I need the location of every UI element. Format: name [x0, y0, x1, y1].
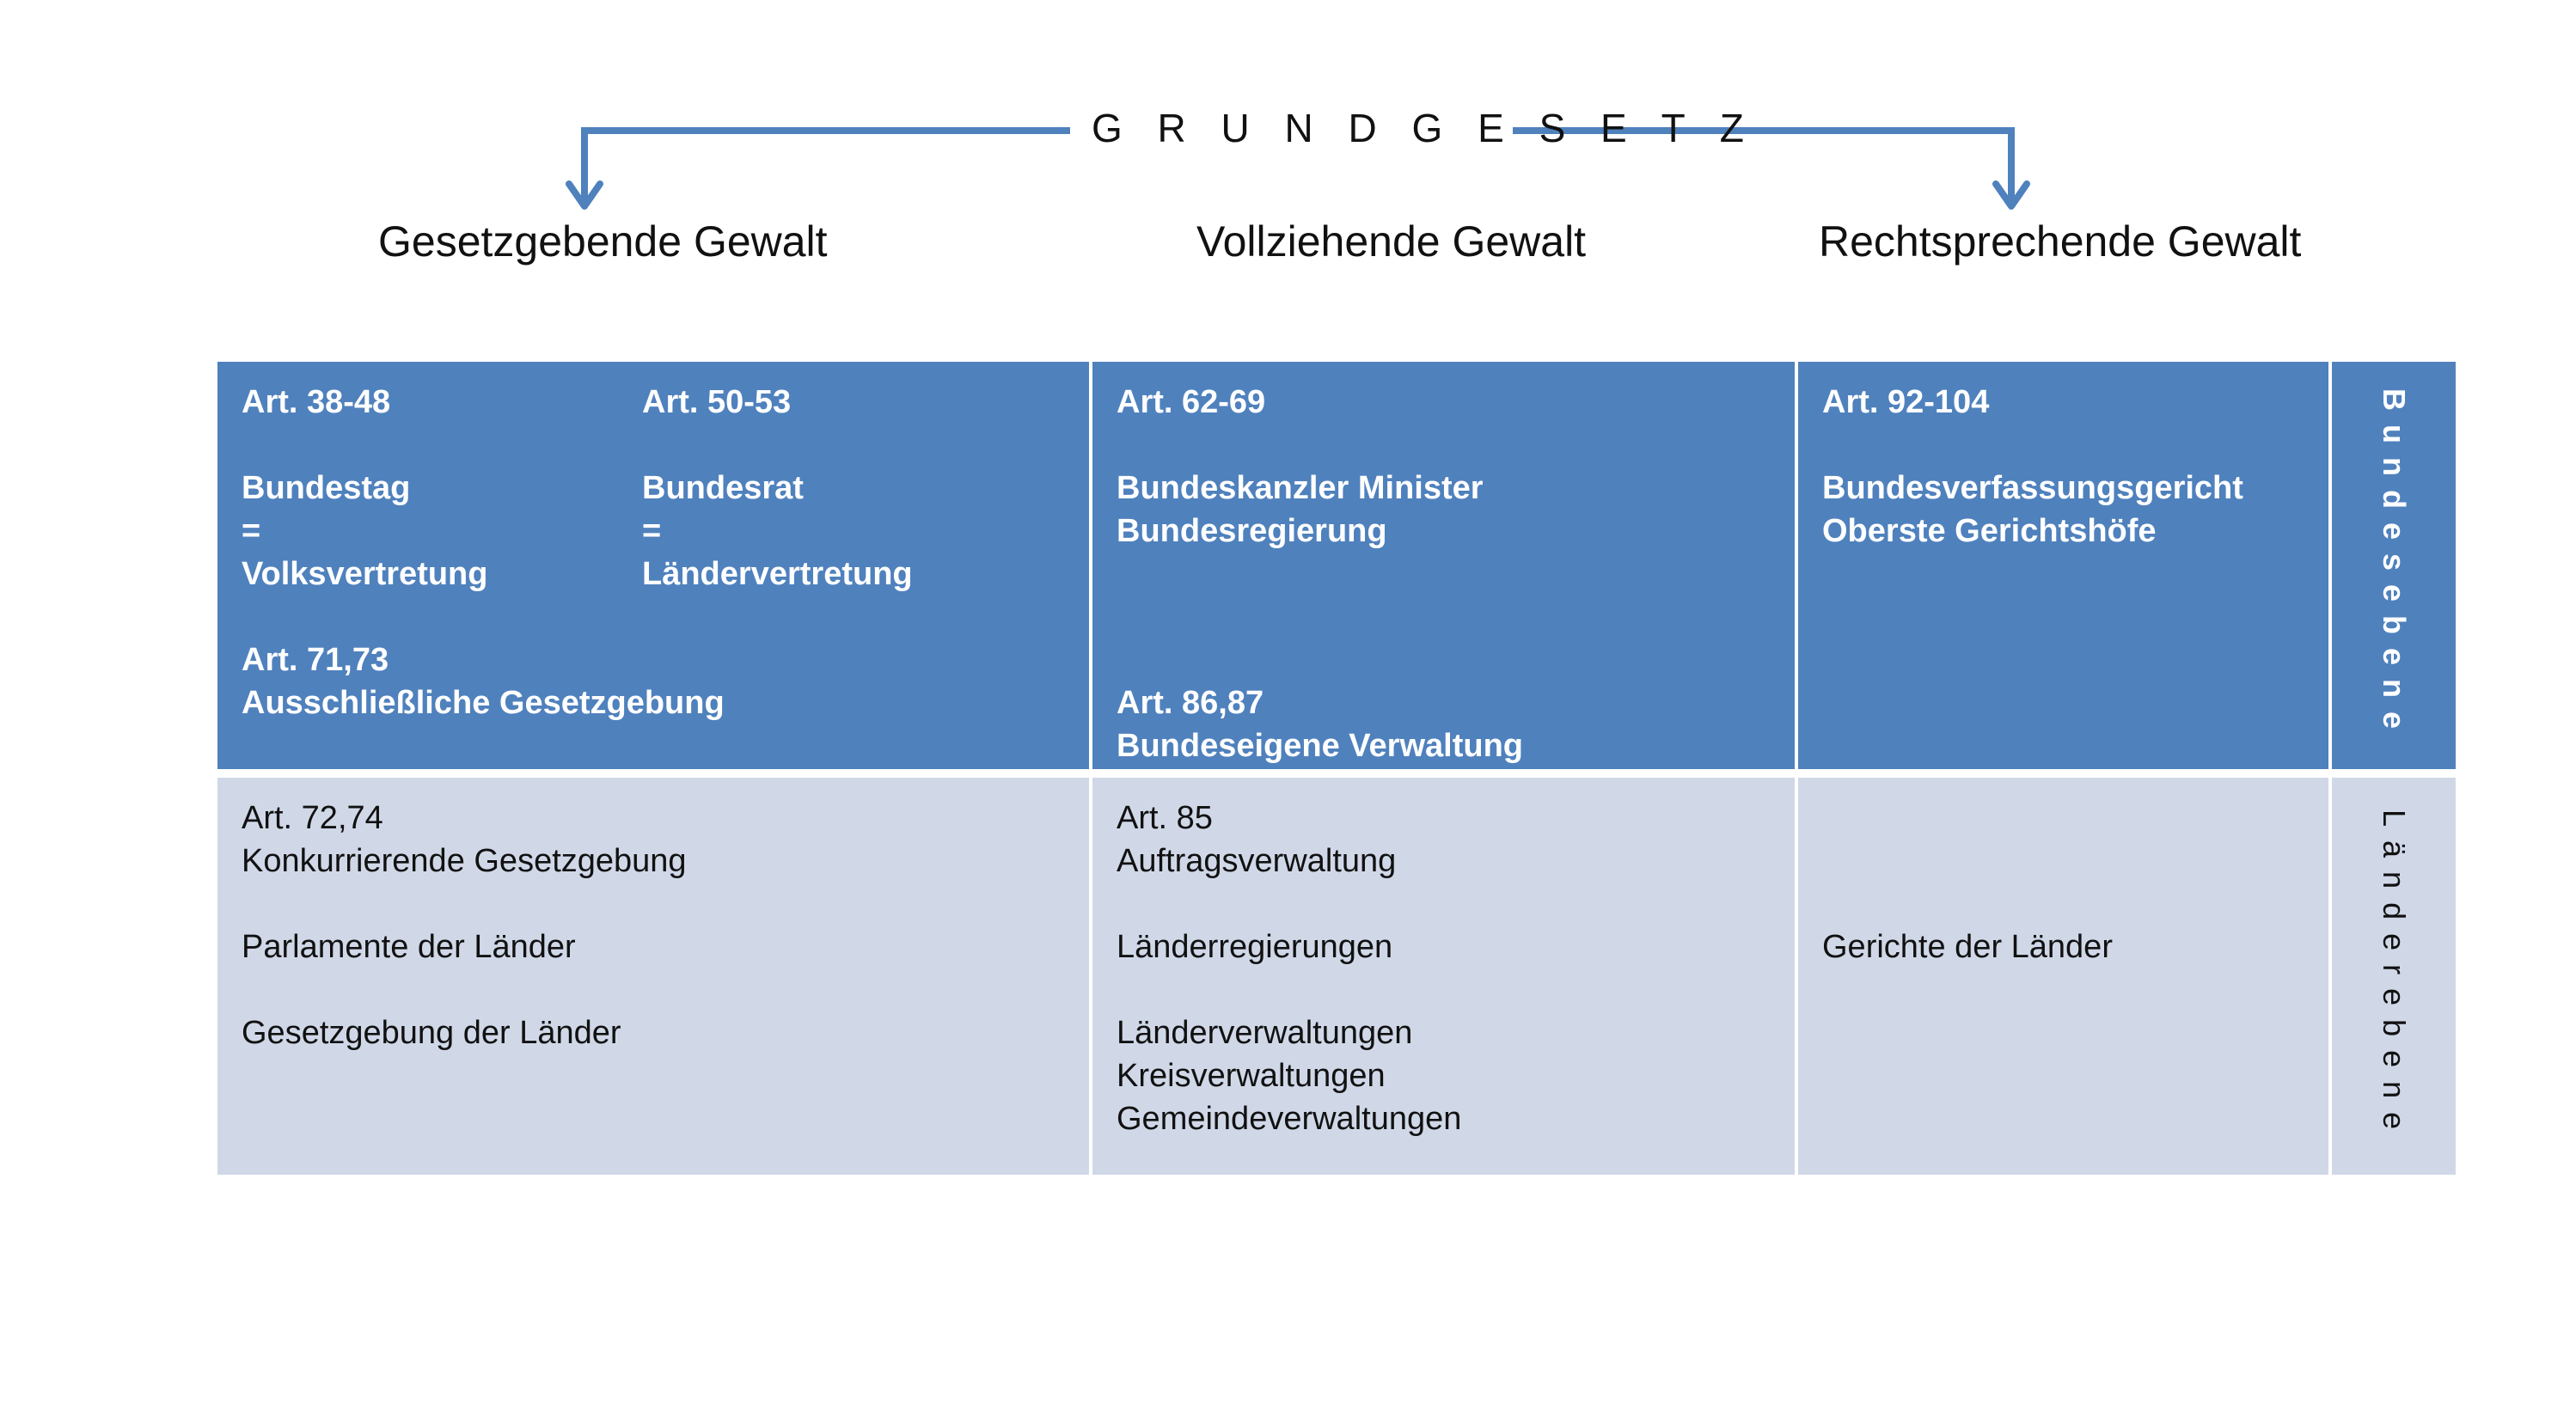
text-line: Gesetzgebung der Länder [242, 1015, 621, 1051]
text-line: = [242, 513, 261, 549]
text-line [1117, 968, 1771, 1011]
federal-judicial-cell [1798, 362, 2328, 769]
federal-level-label: Bundesebene [2377, 388, 2412, 743]
text-line [242, 596, 1065, 638]
text-line: Volksvertretung [242, 556, 488, 592]
text-line: Art. 92-104 [1822, 384, 1990, 420]
text-line: Bundesverfassungsgericht [1822, 470, 2243, 506]
text-line [642, 424, 913, 467]
text-line: Bundestag [242, 470, 411, 506]
federal-executive-lines [1117, 381, 1771, 767]
text-line: Parlamente der Länder [242, 929, 576, 965]
text-line: Bundeseigene Verwaltung [1117, 728, 1523, 764]
text-line: Ausschließliche Gesetzgebung [242, 685, 725, 721]
text-line: Art. 50-53 [642, 384, 792, 420]
federal-judicial-lines [1822, 381, 2304, 553]
text-line [1822, 797, 2304, 840]
text-line [1822, 840, 2304, 883]
federal-legislative-right [642, 381, 913, 596]
state-executive-lines [1117, 797, 1771, 1140]
text-line: Bundeskanzler Minister [1117, 470, 1484, 506]
text-line: Art. 62-69 [1117, 384, 1266, 420]
text-line: Konkurrierende Gesetzgebung [242, 843, 687, 879]
text-line [1117, 638, 1771, 681]
text-line: Gemeindeverwaltungen [1117, 1101, 1462, 1137]
state-executive-cell [1092, 778, 1795, 1175]
state-legislative-lines [242, 797, 1065, 1054]
text-line: Bundesrat [642, 470, 804, 506]
left-connector-line [584, 131, 1070, 205]
heading-legislative-power: Gesetzgebende Gewalt [378, 217, 828, 266]
text-line: = [642, 513, 662, 549]
text-line [1822, 883, 2304, 925]
text-line [1117, 883, 1771, 925]
text-line: Oberste Gerichtshöfe [1822, 513, 2157, 549]
text-line: Art. 86,87 [1117, 685, 1264, 721]
text-line [242, 883, 1065, 925]
text-line [1117, 596, 1771, 638]
text-line: Bundesregierung [1117, 513, 1387, 549]
text-line: Auftragsverwaltung [1117, 843, 1397, 879]
text-line: Länderverwaltungen [1117, 1015, 1413, 1051]
state-judicial-lines [1822, 797, 2304, 968]
text-line: Gerichte der Länder [1822, 929, 2113, 965]
text-line: Art. 72,74 [242, 800, 383, 836]
text-line [242, 968, 1065, 1011]
text-line [1117, 424, 1771, 467]
state-level-label-cell [2332, 778, 2456, 1175]
federal-legislative-cell [217, 362, 1089, 769]
state-legislative-cell [217, 778, 1089, 1175]
text-line [1117, 553, 1771, 596]
text-line: Kreisverwaltungen [1117, 1058, 1386, 1094]
state-judicial-cell [1798, 778, 2328, 1175]
federal-executive-cell [1092, 362, 1795, 769]
heading-judicial-power: Rechtsprechende Gewalt [1819, 217, 2302, 266]
text-line: Art. 85 [1117, 800, 1213, 836]
text-line: Länderregierungen [1117, 929, 1393, 965]
text-line: Ländervertretung [642, 556, 913, 592]
text-line: Art. 71,73 [242, 642, 389, 678]
state-level-label: Länderebene [2377, 809, 2412, 1144]
diagram-title: G R U N D G E S E T Z [1092, 106, 1756, 150]
heading-executive-power: Vollziehende Gewalt [1196, 217, 1587, 266]
text-line [1822, 424, 2304, 467]
text-line: Art. 38-48 [242, 384, 391, 420]
federal-level-label-cell [2332, 362, 2456, 769]
